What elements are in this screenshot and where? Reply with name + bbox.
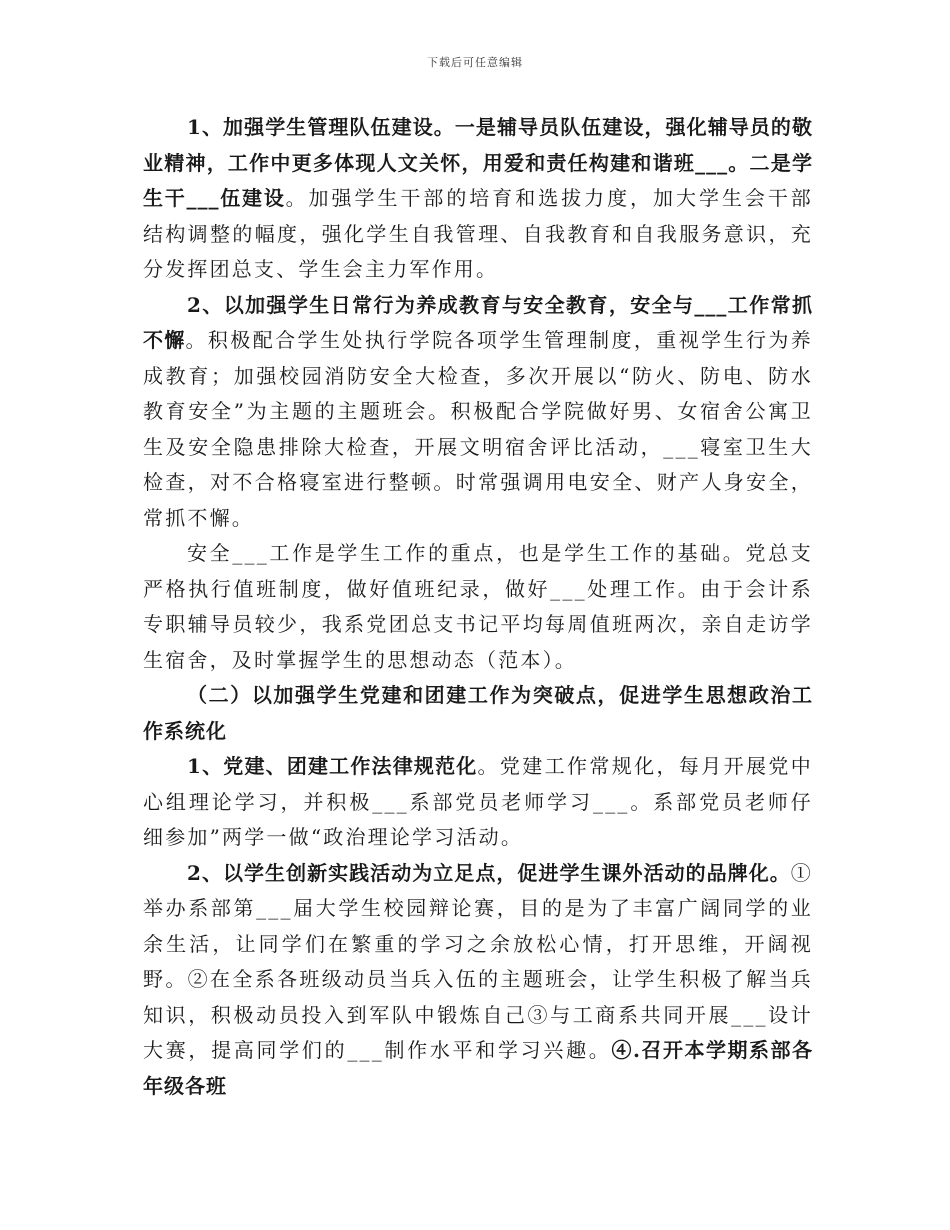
- paragraph-text: ①举办系部第___届大学生校园辩论赛，目的是为了丰富广阔同学的业余生活，让同学们在繁重的学习之余放松心情，打开思维，开阔视野。②在全系各班级动员当兵入伍的主题班会，让学生积极了解当兵知识，积极动员投入到军队中锻炼自己③与工商系共同开展___设计大赛，提高同学们的___制作水平和学习兴趣。: [143, 860, 813, 1062]
- bold-tail: ④.召开本学期系部各年级各班: [143, 1038, 814, 1098]
- bold-heading: 1、加强学生管理队伍建设。一是辅导员队伍建设，强化辅导员的敬业精神，工作中更多体现人文关怀，用爱和责任构建和谐班___。二是学生干___伍建设: [143, 115, 813, 210]
- page-header: 下载后可任意编辑: [427, 56, 523, 69]
- bold-heading: （二）以加强学生党建和团建工作为突破点，促进学生思想政治工作系统化: [143, 683, 813, 743]
- paragraph-text: 。加强学生干部的培育和选拔力度，加大学生会干部结构调整的幅度，强化学生自我管理、自我教育和自我服务意识，充分发挥团总支、学生会主力军作用。: [143, 186, 814, 281]
- document-body: [143, 110, 813, 1104]
- paragraph-text: 。党建工作常规化，每月开展党中心组理论学习，并积极___系部党员老师学习___。系部党员老师仔细参加”两学一做“政治理论学习活动。: [143, 754, 814, 849]
- paragraph-text: 安全___工作是学生工作的重点，也是学生工作的基础。党总支严格执行值班制度，做好值班纪录，做好___处理工作。由于会计系专职辅导员较少，我系党团总支书记平均每周值班两次，亲自走访学生宿舍，及时掌握学生的思想动态（范本）。: [143, 541, 813, 672]
- paragraph-party-standardization: [143, 749, 813, 856]
- bold-heading: 1、党建、团建工作法律规范化: [187, 754, 478, 778]
- section-heading-party-building: [143, 678, 813, 749]
- paragraph-team-building: [143, 110, 813, 288]
- paragraph-safety-work: [143, 536, 813, 678]
- bold-heading: 2、以加强学生日常行为养成教育与安全教育，安全与___工作常抓不懈: [143, 292, 813, 352]
- paragraph-safety-education: [143, 288, 813, 537]
- paragraph-innovation-practice: [143, 856, 813, 1105]
- paragraph-text: 。积极配合学生处执行学院各项学生管理制度，重视学生行为养成教育；加强校园消防安全大检查，多次开展以“防火、防电、防水教育安全”为主题的主题班会。积极配合学院做好男、女宿舍公寓卫生及安全隐患排除大检查，开展文明宿舍评比活动，___寝室卫生大检查，对不合格寝室进行整顿。时常强调用电安全、财产人身安全，常抓不懈。: [143, 328, 814, 530]
- bold-heading: 2、以学生创新实践活动为立足点，促进学生课外活动的品牌化。: [187, 860, 791, 885]
